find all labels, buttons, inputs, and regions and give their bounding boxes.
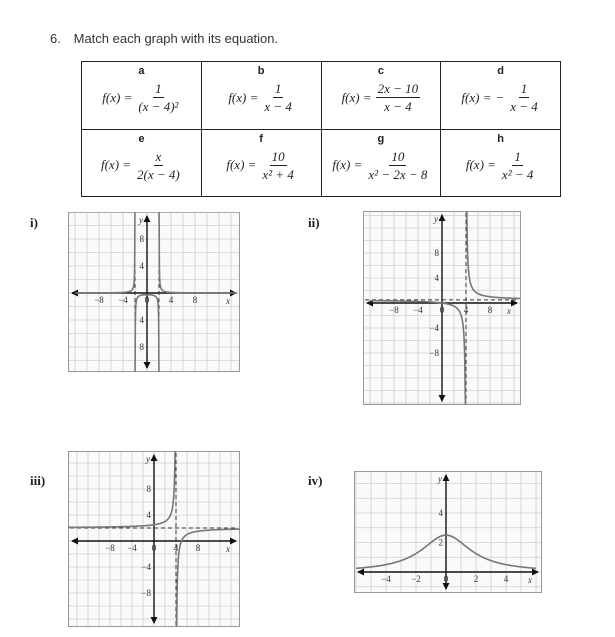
question-number: 6. — [50, 31, 61, 46]
equation-lhs: f(x) = — [332, 157, 363, 172]
equation-numerator: 10 — [391, 148, 405, 164]
equation-fraction — [135, 149, 182, 182]
equation-lhs: f(x) = — [100, 157, 132, 172]
x-tick-label: 0 — [443, 574, 449, 584]
x-tick-label: −8 — [105, 543, 115, 553]
graph-frame — [69, 213, 240, 372]
graph-label-ii: ii) — [308, 215, 320, 230]
equation-formula — [441, 81, 560, 114]
x-axis-name: x — [528, 575, 532, 585]
equation-fraction — [376, 81, 421, 114]
equation-table — [81, 61, 561, 197]
y-tick-label: −4 — [429, 323, 439, 333]
graph-ii — [363, 211, 521, 405]
y-axis-name: y — [438, 474, 442, 484]
graph-i — [68, 212, 240, 372]
graph-iii — [68, 451, 240, 627]
equation-denominator: x² − 2x − 8 — [368, 166, 428, 182]
y-tick-label: 2 — [438, 537, 443, 548]
graph-iv — [354, 471, 542, 593]
equation-cell — [321, 62, 441, 130]
question-prompt — [50, 31, 278, 46]
equation-denominator: 2(x − 4) — [137, 166, 180, 182]
x-tick-label: 4 — [168, 295, 174, 305]
equation-denominator: x − 4 — [384, 99, 412, 114]
y-axis-name: y — [146, 454, 150, 464]
equation-cell — [441, 62, 561, 130]
equation-sign: − — [495, 89, 505, 105]
equation-cell — [441, 129, 561, 197]
y-tick-label: 4 — [139, 315, 144, 325]
y-tick-label: 4 — [146, 510, 151, 520]
equation-denominator: x² − 4 — [501, 166, 534, 182]
y-tick-label: 4 — [139, 261, 144, 271]
equation-fraction — [366, 149, 429, 182]
equation-lhs: f(x) = — [226, 157, 257, 172]
x-axis-name: x — [226, 296, 230, 306]
equation-lhs: f(x) = — [341, 89, 372, 105]
equation-lhs: f(x) = — [228, 89, 259, 105]
x-tick-label: 0 — [144, 295, 150, 305]
x-axis-name: x — [226, 544, 230, 554]
x-tick-label: 0 — [439, 305, 445, 315]
graph-label-iv: iv) — [308, 473, 323, 488]
equation-formula — [441, 149, 560, 182]
x-tick-label: −8 — [94, 295, 104, 305]
graph-label-iii: iii) — [30, 473, 46, 488]
y-axis-name: y — [434, 214, 438, 224]
equation-fraction — [500, 149, 535, 182]
x-tick-label: −2 — [411, 574, 421, 584]
equation-formula — [82, 81, 201, 114]
x-tick-label: −4 — [381, 574, 391, 584]
y-axis-name: y — [139, 215, 143, 225]
equation-fraction — [508, 81, 540, 114]
x-tick-label: −4 — [118, 295, 128, 305]
equation-numerator: x — [155, 148, 162, 164]
y-tick-label: −8 — [141, 588, 151, 598]
equation-lhs: f(x) = — [102, 89, 133, 105]
x-tick-label: 2 — [473, 574, 479, 584]
equation-numerator: 1 — [520, 81, 528, 96]
x-tick-label: −4 — [413, 305, 423, 315]
question-text: Match each graph with its equation. — [73, 31, 279, 46]
x-tick-label: −8 — [389, 305, 399, 315]
equation-formula — [82, 149, 201, 182]
equation-letter: f — [259, 132, 263, 145]
equation-fraction — [260, 149, 295, 182]
equation-numerator: 1 — [155, 81, 162, 96]
equation-fraction — [262, 81, 294, 114]
equation-denominator: (x − 4)² — [138, 99, 179, 114]
equation-cell — [201, 62, 321, 130]
x-tick-label: 4 — [463, 305, 469, 315]
equation-cell — [82, 62, 202, 130]
equation-numerator: 1 — [274, 81, 282, 96]
y-tick-label: −4 — [141, 562, 151, 572]
y-tick-label: 8 — [139, 234, 144, 244]
y-tick-label: 4 — [438, 508, 443, 518]
equation-letter: d — [497, 65, 504, 77]
equation-cell — [201, 129, 321, 197]
y-tick-label: 8 — [434, 248, 439, 258]
x-axis-name: x — [507, 306, 511, 316]
x-tick-label: 4 — [503, 574, 509, 584]
equation-cell — [321, 129, 441, 197]
equation-denominator: x − 4 — [510, 99, 538, 114]
equation-denominator: x − 4 — [264, 99, 292, 114]
graph-label-i: i) — [30, 215, 38, 230]
equation-letter: g — [377, 132, 385, 145]
y-tick-label: 8 — [146, 484, 151, 494]
equation-letter: c — [377, 65, 384, 77]
x-tick-label: 8 — [192, 295, 198, 305]
equation-numerator: 1 — [514, 148, 521, 164]
equation-formula — [202, 149, 321, 182]
equation-letter: e — [138, 132, 145, 145]
y-tick-label: −8 — [429, 348, 439, 358]
x-tick-label: −4 — [127, 543, 137, 553]
x-tick-label: 8 — [487, 305, 493, 315]
equation-denominator: x² + 4 — [262, 166, 294, 182]
equation-letter: a — [138, 65, 145, 77]
equation-cell — [82, 129, 202, 197]
equation-letter: h — [497, 132, 504, 145]
x-tick-label: 4 — [173, 543, 179, 553]
equation-formula — [202, 81, 321, 114]
equation-lhs: f(x) = — [461, 89, 492, 105]
equation-fraction — [136, 81, 180, 114]
y-tick-label: 4 — [434, 273, 439, 283]
equation-numerator: 10 — [271, 148, 285, 164]
equation-lhs: f(x) = — [465, 157, 496, 172]
equation-numerator: 2x − 10 — [377, 81, 419, 96]
x-tick-label: 8 — [195, 543, 201, 553]
equation-formula — [322, 149, 441, 182]
y-tick-label: 8 — [139, 342, 144, 352]
x-tick-label: 0 — [151, 543, 157, 553]
equation-formula — [322, 81, 441, 114]
equation-letter: b — [257, 65, 265, 77]
